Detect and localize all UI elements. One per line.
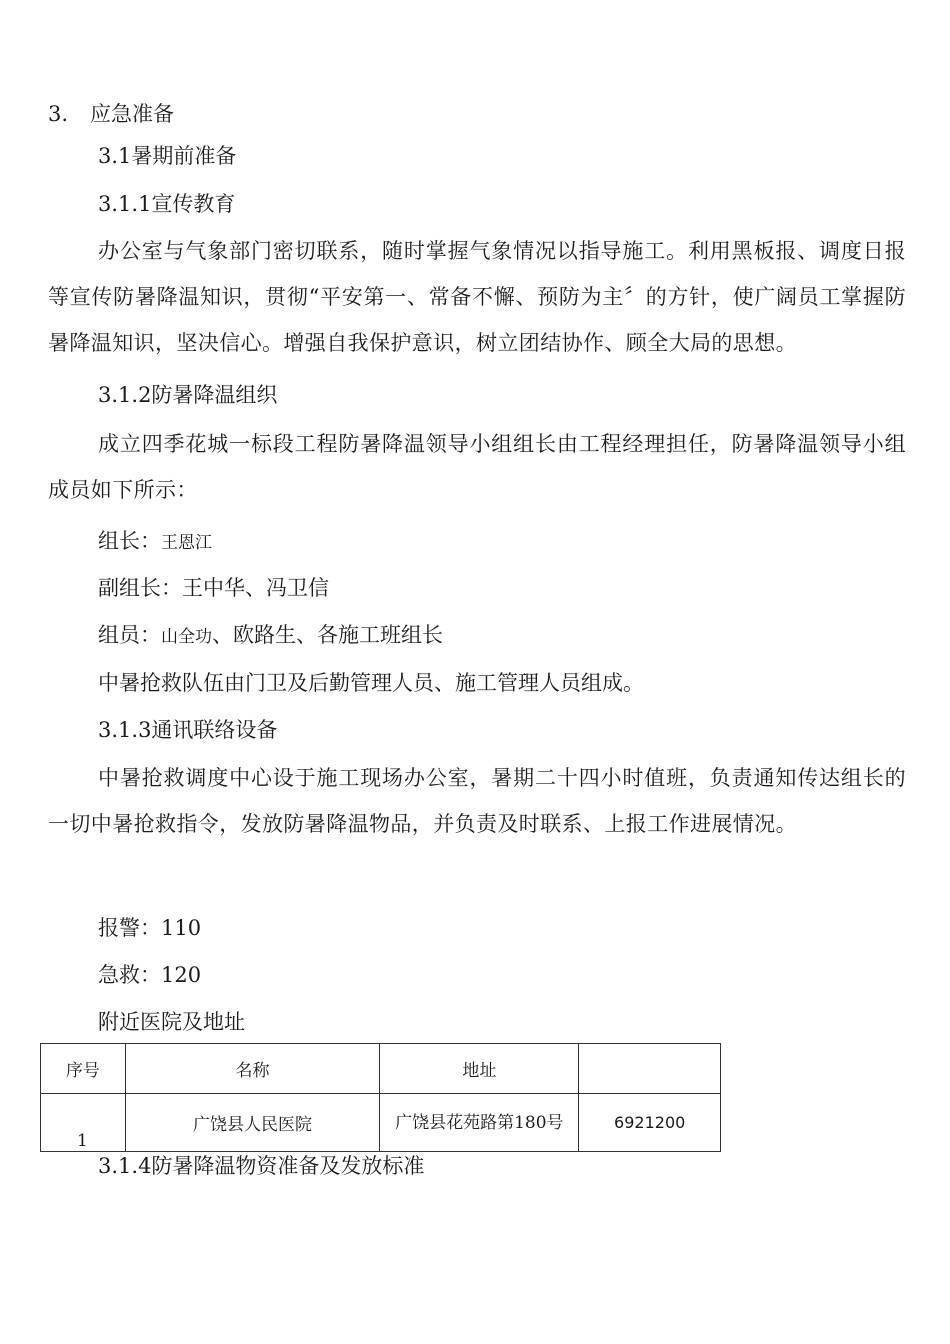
section-title: 应急准备: [90, 102, 175, 126]
paragraph-organization: 成立四季花城一标段工程防暑降温领导小组组长由工程经理担任，防暑降温领导小组成员如下所示：: [48, 432, 906, 502]
subheading-3-1-4: 3.1.4防暑降温物资准备及发放标准: [98, 1154, 425, 1178]
deputy-label: 副组长：: [98, 576, 182, 600]
table-header-row: [41, 1044, 721, 1094]
cell-name: 广饶县人民医院: [125, 1094, 380, 1152]
subheading-3-1-1: 3.1.1宣传教育: [98, 192, 236, 216]
cell-phone: 6921200: [579, 1094, 721, 1152]
subheading-3-1-2: 3.1.2防暑降温组织: [98, 383, 278, 407]
deputy-line: [98, 575, 329, 601]
paragraph-propaganda: 办公室与气象部门密切联系，随时掌握气象情况以指导施工。利用黑板报、调度日报等宣传防暑降温知识，贯彻“平安第一、常备不懈、预防为主〞的方针，使广阔员工掌握防暑降温知识，坚决信心。增强自我保护意识，树立团结协作、顾全大局的思想。: [48, 239, 906, 355]
subheading-3-1: 3.1暑期前准备: [98, 144, 237, 168]
paragraph-communication: 中暑抢救调度中心设于施工现场办公室，暑期二十四小时值班，负责通知传达组长的一切中暑抢救指令，发放防暑降温物品，并负责及时联系、上报工作进展情况。: [48, 766, 906, 836]
section-heading: [48, 101, 174, 127]
subheading-3-1-3: 3.1.3通讯联络设备: [98, 718, 278, 742]
leader-label: 组长：: [98, 529, 161, 553]
section-number: 3.: [48, 102, 69, 126]
header-phone: [579, 1044, 721, 1094]
leader-line: [98, 528, 212, 556]
members-rest: 、欧路生、各施工班组长: [212, 623, 443, 647]
members-first: 山全功: [161, 627, 212, 647]
cell-address: 广饶县花苑路第180号: [380, 1094, 579, 1152]
deputy-names: 王中华、冯卫信: [182, 576, 329, 600]
members-label: 组员：: [98, 623, 161, 647]
row-index: 1: [77, 1131, 88, 1151]
header-index: 序号: [41, 1044, 126, 1094]
hospital-table: [40, 1043, 721, 1152]
cell-index: [41, 1094, 126, 1152]
table-row: [41, 1094, 721, 1152]
members-line: [98, 622, 443, 650]
ambulance-line: 急救：120: [98, 963, 202, 987]
header-name: 名称: [125, 1044, 380, 1094]
rescue-team-line: 中暑抢救队伍由门卫及后勤管理人员、施工管理人员组成。: [98, 671, 644, 695]
hospitals-label: 附近医院及地址: [98, 1010, 245, 1034]
leader-name: 王恩江: [161, 533, 212, 553]
header-address: 地址: [380, 1044, 579, 1094]
police-line: 报警：110: [98, 916, 202, 940]
